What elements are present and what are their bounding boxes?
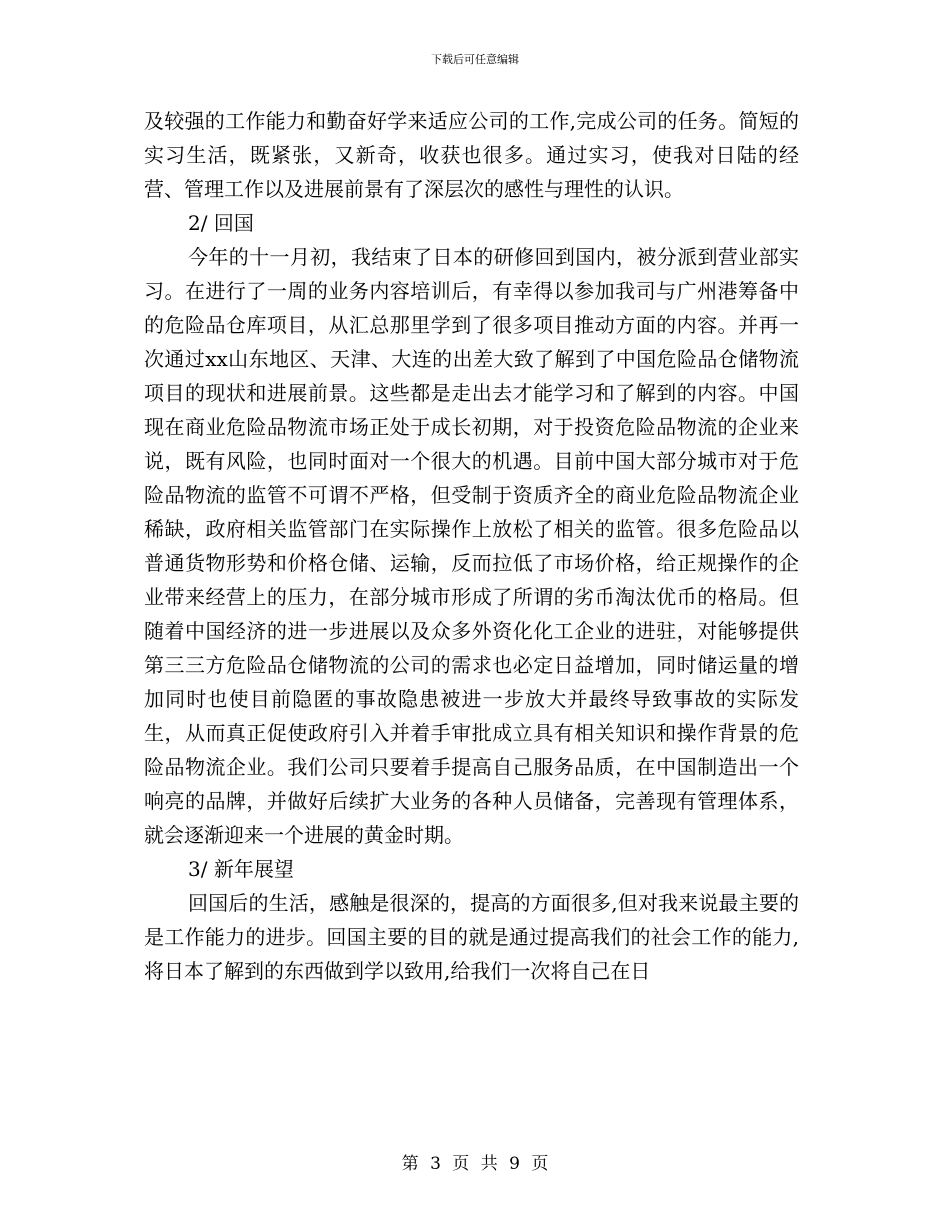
page-header-note: 下载后可任意编辑 <box>431 53 519 66</box>
paragraph-1: 及较强的工作能力和勤奋好学来适应公司的工作,完成公司的任务。简短的实习生活，既紧张，又新奇，收获也很多。通过实习，使我对日陆的经营、管理工作以及进展前景有了深层次的感性与理性的认识。 <box>144 109 799 201</box>
paragraph-2: 今年的十一月初，我结束了日本的研修回到国内，被分派到营业部实习。在进行了一周的业务内容培训后，有幸得以参加我司与广州港筹备中的危险品仓库项目，从汇总那里学到了很多项目推动方面的内容。并再一次通过xx山东地区、天津、大连的出差大致了解到了中国危险品仓储物流项目的现状和进展前景。这些都是走出去才能学习和了解到的内容。中国现在商业危险品物流市场正处于成长初期，对于投资危险品物流的企业来说，既有风险，也同时面对一个很大的机遇。目前中国大部分城市对于危险品物流的监管不可谓不严格，但受制于资质齐全的商业危险品物流企业稀缺，政府相关监管部门在实际操作上放松了相关的监管。很多危险品以普通货物形势和价格仓储、运输，反而拉低了市场价格，给正规操作的企业带来经营上的压力，在部分城市形成了所谓的劣币淘汰优币的格局。但随着中国经济的进一步进展以及众多外资化化工企业的进驻，对能够提供第三三方危险品仓储物流的公司的需求也必定日益增加，同时储运量的增加同时也使目前隐匿的事故隐患被进一步放大并最终导致事故的实际发生，从而真正促使政府引入并着手审批成立具有相关知识和操作背景的危险品物流企业。我们公司只要着手提高自己服务品质，在中国制造出一个响亮的品牌，并做好后续扩大业务的各种人员储备，完善现有管理体系，就会逐渐迎来一个进展的黄金时期。 <box>144 245 799 847</box>
section-heading-3: 3/ 新年展望 <box>188 857 294 881</box>
paragraph-3: 回国后的生活，感触是很深的，提高的方面很多,但对我来说最主要的是工作能力的进步。回国主要的目的就是通过提高我们的社会工作的能力,将日本了解到的东西做到学以致用,给我们一次将自己在日 <box>144 891 799 983</box>
document-body <box>144 104 799 988</box>
section-heading-2: 2/ 回国 <box>188 211 254 235</box>
page-number-footer: 第 3 页 共 9 页 <box>401 1154 549 1174</box>
